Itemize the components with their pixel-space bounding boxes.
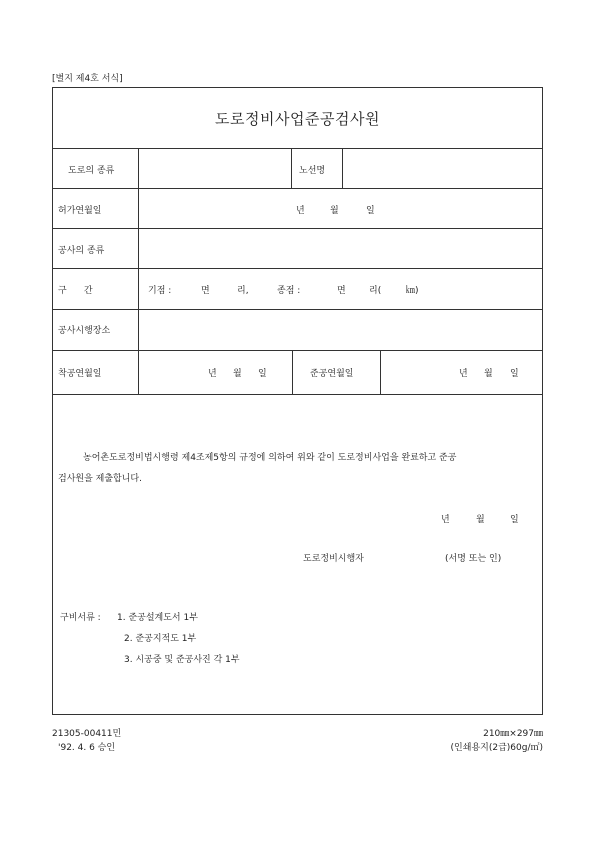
km-unit: ㎞) xyxy=(406,286,419,296)
divider xyxy=(53,350,542,351)
divider xyxy=(53,268,542,269)
start-ri-unit: 리, xyxy=(237,286,249,296)
completion-date-label: 준공연월일 xyxy=(310,369,354,379)
start-month-unit: 월 xyxy=(233,369,242,379)
attachment-item: 1. 준공설계도서 1부 xyxy=(117,613,198,623)
road-type-label: 도로의 종류 xyxy=(68,166,115,176)
divider xyxy=(380,350,381,394)
route-name-field[interactable] xyxy=(343,149,543,187)
section-label: 구 간 xyxy=(58,286,93,296)
work-place-label: 공사시행장소 xyxy=(58,326,111,336)
signature-note: (서명 또는 인) xyxy=(445,554,502,564)
approval-date: '92. 4. 6 승인 xyxy=(58,743,116,753)
permit-date-label: 허가연월일 xyxy=(58,206,102,216)
permit-date-field[interactable] xyxy=(139,189,543,227)
work-type-label: 공사의 종류 xyxy=(58,246,105,256)
paper-size: 210㎜×297㎜ xyxy=(483,729,543,739)
start-point-label: 기점 : xyxy=(148,286,172,296)
attachment-item: 2. 준공지적도 1부 xyxy=(124,634,197,644)
end-ri-unit: 리( xyxy=(369,286,382,296)
permit-year-unit: 년 xyxy=(296,206,305,216)
work-type-field[interactable] xyxy=(139,229,543,267)
attachments-label: 구비서류 : xyxy=(60,613,101,623)
start-year-unit: 년 xyxy=(208,369,217,379)
sign-year-unit: 년 xyxy=(441,515,450,525)
completion-year-unit: 년 xyxy=(459,369,468,379)
completion-month-unit: 월 xyxy=(484,369,493,379)
end-point-label: 종점 : xyxy=(277,286,301,296)
permit-day-unit: 일 xyxy=(366,206,375,216)
route-name-label: 노선명 xyxy=(299,166,326,176)
statement-line-2: 검사원을 제출합니다. xyxy=(58,474,142,484)
permit-month-unit: 월 xyxy=(330,206,339,216)
form-code: 21305-00411민 xyxy=(52,729,122,739)
start-day-unit: 일 xyxy=(258,369,267,379)
completion-day-unit: 일 xyxy=(510,369,519,379)
form-reference: [별지 제4호 서식] xyxy=(52,74,123,84)
start-myeon-unit: 면 xyxy=(201,286,210,296)
divider xyxy=(291,148,292,188)
start-date-label: 착공연월일 xyxy=(58,369,102,379)
sign-month-unit: 월 xyxy=(476,515,485,525)
paper-type: (인쇄용지(2급)60g/㎡) xyxy=(450,743,543,753)
applicant-label: 도로정비시행자 xyxy=(303,554,364,564)
form-title: 도로정비사업준공검사원 xyxy=(215,110,380,128)
statement-line-1: 농어촌도로정비법시행령 제4조제5항의 규정에 의하여 위와 같이 도로정비사업을 완료하고 준공 xyxy=(83,453,457,463)
work-place-field[interactable] xyxy=(139,310,543,349)
attachment-item: 3. 시공중 및 준공사진 각 1부 xyxy=(124,655,240,665)
sign-day-unit: 일 xyxy=(510,515,519,525)
road-type-field[interactable] xyxy=(139,149,290,187)
end-myeon-unit: 면 xyxy=(337,286,346,296)
form-frame xyxy=(52,87,543,715)
divider xyxy=(292,350,293,394)
divider xyxy=(53,394,542,395)
